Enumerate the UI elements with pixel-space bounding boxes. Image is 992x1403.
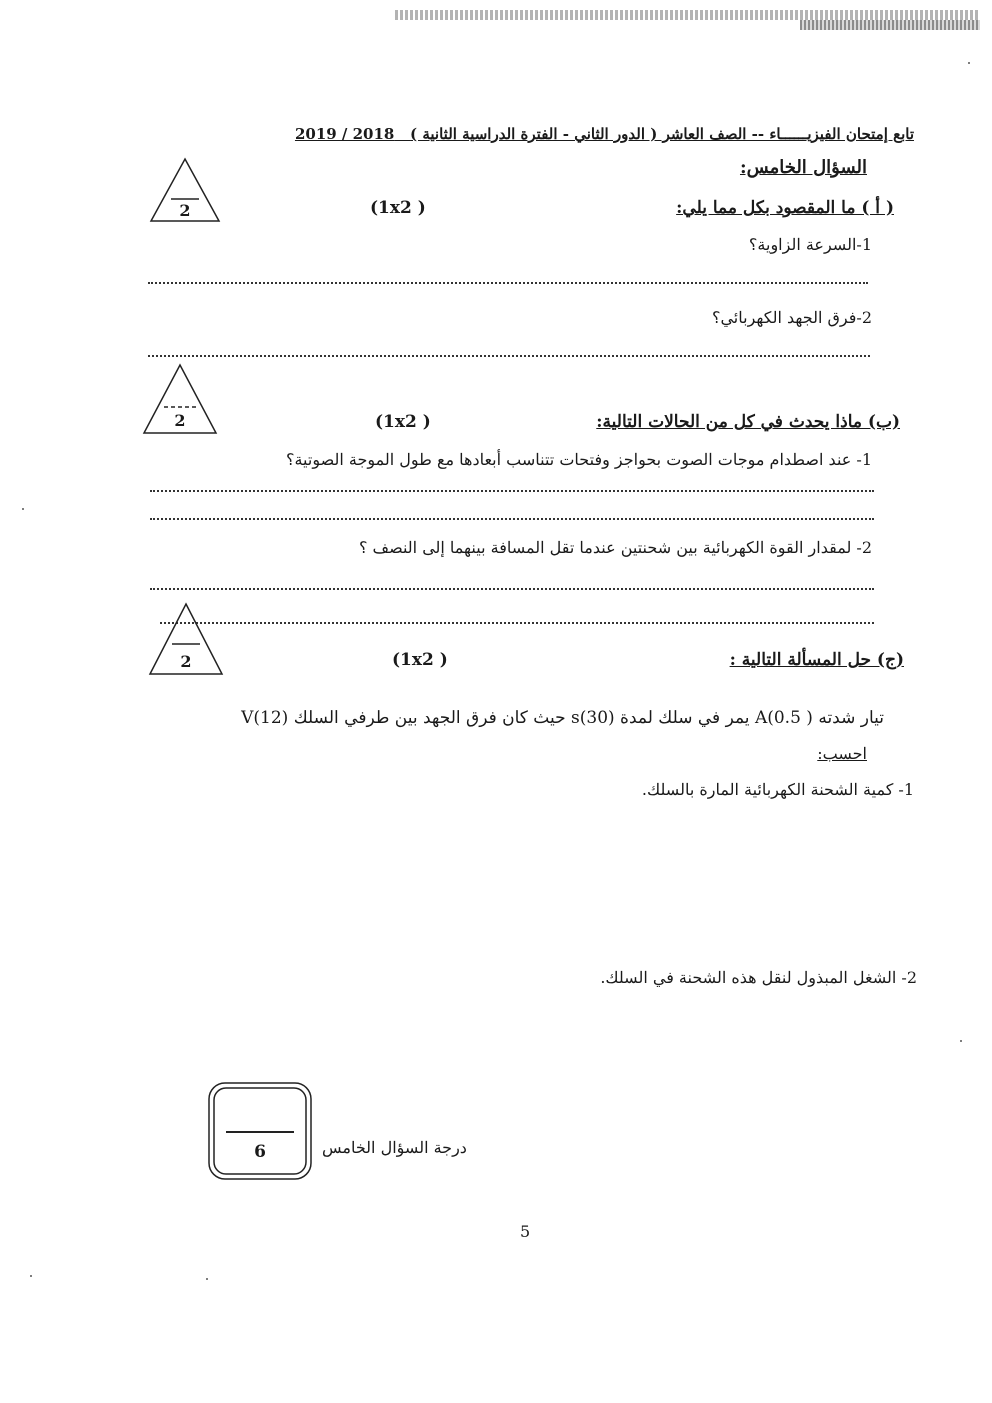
part-a-item-1: 1-السرعة الزاوية؟ [748, 235, 872, 254]
part-c-problem: تيار شدته A(0.5 ) يمر في سلك لمدة s(30) حيث كان فرق الجهد بين طرفي السلك V(12) [241, 708, 884, 728]
part-a-item-2: 2-فرق الجهد الكهربائي؟ [711, 308, 872, 327]
scan-speck [22, 508, 24, 510]
page-number: 5 [520, 1222, 531, 1241]
scan-artifact-top [395, 10, 980, 20]
scan-speck [206, 1278, 208, 1280]
answer-line [160, 622, 874, 624]
part-b-label: (ب) ماذا يحدث في كل من الحالات التالية: [596, 412, 900, 432]
part-c-item-2: 2- الشغل المبذول لنقل هذه الشحنة في السلك. [600, 968, 917, 987]
total-score-label: درجة السؤال الخامس [322, 1138, 467, 1157]
score-max-a: 2 [179, 201, 191, 220]
answer-line [150, 490, 874, 492]
question-title: السؤال الخامس: [739, 157, 867, 178]
answer-line [150, 588, 874, 590]
scan-speck [30, 1275, 32, 1277]
exam-header-text: تابع إمتحان الفيزيــــــاء -- الصف العاشر ( الدور الثاني - الفترة الدراسية الثانية ) [410, 125, 914, 143]
total-score-box [208, 1082, 312, 1180]
scan-artifact-top-dark [800, 20, 980, 30]
scan-speck [960, 1040, 962, 1042]
double-frame-icon [208, 1082, 312, 1180]
part-a-label: ( أ ) ما المقصود بكل مما يلي: [676, 198, 894, 218]
answer-line [148, 282, 868, 284]
total-score-max: 6 [254, 1142, 266, 1162]
score-triangle-c [148, 602, 224, 676]
score-triangle-b [142, 363, 218, 435]
marks-b: (1x2 ) [375, 412, 431, 432]
marks-c: (1x2 ) [392, 650, 448, 670]
answer-line [150, 518, 874, 520]
exam-header [295, 125, 914, 143]
part-c-label: (ج) حل المسألة التالية : [729, 650, 904, 670]
exam-year: 2019 / 2018 [294, 125, 395, 143]
part-b-item-1: 1- عند اصطدام موجات الصوت بحواجز وفتحات تتناسب أبعادها مع طول الموجة الصوتية؟ [285, 450, 872, 469]
part-c-item-1: 1- كمية الشحنة الكهربائية المارة بالسلك. [641, 780, 914, 799]
compute-label: احسب: [817, 744, 867, 763]
scan-speck [968, 62, 970, 64]
part-b-item-2: 2- لمقدار القوة الكهربائية بين شحنتين عندما تقل المسافة بينهما إلى النصف ؟ [358, 538, 872, 557]
score-max-c: 2 [180, 652, 192, 671]
marks-a: (1x2 ) [370, 198, 426, 218]
answer-line [148, 355, 870, 357]
score-triangle-a [149, 157, 221, 223]
score-max-b: 2 [174, 411, 186, 430]
